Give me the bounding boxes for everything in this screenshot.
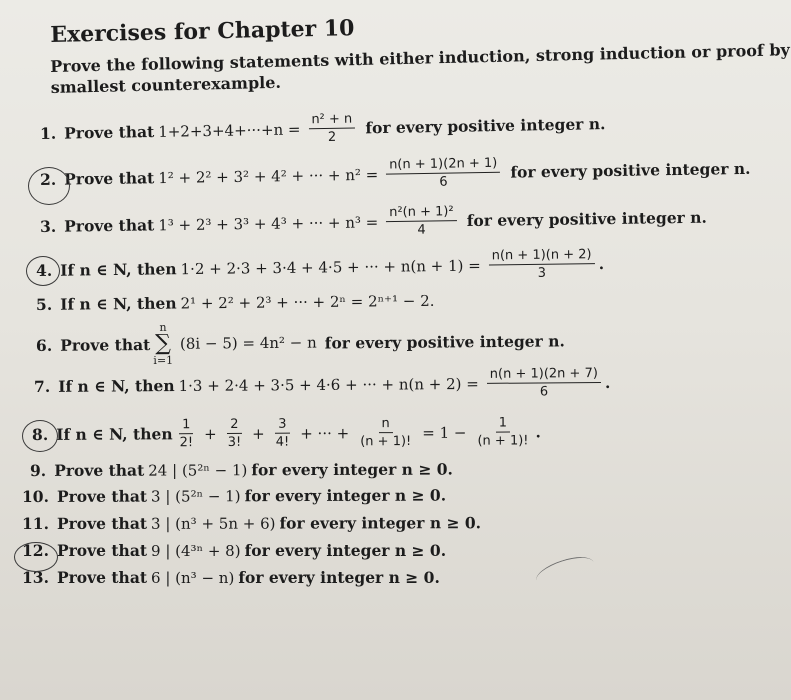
exercise-2 [40,152,751,196]
denominator: 2 [327,129,337,145]
exercise-lead: Prove that [64,215,155,236]
equation-lhs: 3 | (n³ + 5n + 6) [151,514,276,533]
summation [153,321,173,367]
exercise-number: 5. [35,294,53,314]
fraction [308,111,355,145]
exercise-lead: Prove that [64,122,155,143]
pen-circle-exercise-8 [22,420,58,452]
exercise-tail: for every positive integer n. [466,207,707,231]
exercise-number: 9. [29,460,47,480]
exercise-number: 3. [39,216,57,236]
equation-lhs: 2¹ + 2² + 2³ + ··· + 2ⁿ = 2ⁿ⁺¹ − 2. [180,291,435,312]
exercise-tail: . [535,422,541,442]
equation-lhs: 1³ + 2³ + 3³ + 4³ + ··· + n³ = [158,212,379,234]
exercise-4 [36,247,604,287]
fraction-3 [273,417,293,450]
fraction [386,156,501,191]
exercise-number: 2. [39,169,57,189]
numerator: 2 [227,417,241,434]
exercise-7 [34,366,611,403]
exercise-tail: for every integer n ≥ 0. [238,568,440,587]
fraction-5 [474,415,531,448]
numerator: n²(n + 1)² [386,204,457,222]
numerator: 1 [496,415,510,432]
exercise-number: 6. [35,335,53,355]
exercise-number: 4. [35,260,53,280]
pen-circle-exercise-12 [14,542,58,572]
exercise-tail: for every integer n ≥ 0. [279,513,482,533]
denominator: 4 [417,222,426,238]
equation-lhs: (8i − 5) = 4n² − n [179,333,317,353]
fraction-2 [225,417,245,450]
exercise-lead: If n ∈ N, then [58,376,175,396]
numerator: n² + n [308,111,355,129]
exercise-11 [22,513,481,533]
exercise-number: 11. [21,513,49,533]
exercise-tail: for every positive integer n. [510,158,751,182]
instructions-line-2: smallest counterexample. [50,72,282,97]
exercise-lead: Prove that [64,168,155,189]
numerator: 3 [275,417,289,434]
exercise-lead: Prove that [54,460,145,480]
numerator: n [378,416,392,433]
equation-lhs: 1+2+3+4+···+n = [158,119,301,141]
denominator: 2! [179,435,194,451]
fraction [386,204,457,238]
exercise-number: 10. [21,486,50,506]
equation-lhs: 1·2 + 2·3 + 3·4 + 4·5 + ··· + n(n + 1) = [180,256,481,278]
exercise-number: 1. [39,123,57,143]
equation-lhs: 6 | (n³ − n) [151,568,235,587]
denominator: 6 [539,384,549,400]
exercise-tail: for every integer n ≥ 0. [244,541,447,560]
exercise-9 [30,460,453,480]
exercise-lead: Prove that [56,513,148,533]
fraction [489,247,595,281]
numerator: n(n + 1)(2n + 7) [487,366,601,384]
exercise-tail: for every integer n ≥ 0. [251,459,453,480]
exercise-6 [36,317,565,368]
exercise-number: 8. [31,424,49,444]
denominator: 6 [439,174,448,190]
instructions [50,40,791,98]
chapter-heading: Exercises for Chapter 10 [50,15,355,48]
plus-sign: + [204,424,217,443]
fraction-1 [176,417,196,450]
denominator: (n + 1)! [477,433,529,449]
pen-stroke-mark [533,551,597,591]
fraction-4 [357,416,414,449]
exercise-number: 7. [33,376,51,396]
equation-lhs: 1² + 2² + 3² + 4² + ··· + n² = [158,165,379,187]
exercise-lead: Prove that [56,486,148,506]
denominator: 4! [275,434,290,450]
exercise-lead: If n ∈ N, then [60,293,177,314]
exercise-lead: If n ∈ N, then [56,424,173,444]
exercise-5 [36,291,439,314]
exercise-number: 13. [22,568,49,587]
exercise-8 [32,415,541,451]
numerator: n(n + 1)(2n + 1) [386,156,500,175]
exercise-12 [22,541,446,560]
exercise-10 [22,486,446,506]
sum-upper-limit: n [159,320,167,334]
numerator: 1 [179,417,193,434]
exercise-1 [40,107,606,150]
exercise-3 [40,201,707,243]
exercise-lead: Prove that [56,541,148,560]
denominator: (n + 1)! [360,434,412,450]
equals-one-minus: = 1 − [422,423,467,442]
exercise-lead: Prove that [56,568,148,587]
pen-circle-exercise-2 [28,167,70,205]
denominator: 3! [227,434,242,450]
exercise-tail: for every integer n ≥ 0. [244,485,447,506]
equation-lhs: 1·3 + 2·4 + 3·5 + 4·6 + ··· + n(n + 2) = [178,374,479,395]
exercise-13 [22,568,440,587]
exercise-tail: . [598,254,605,274]
equation-lhs: 9 | (4³ⁿ + 8) [151,541,241,560]
equation-lhs: 3 | (5²ⁿ − 1) [150,486,241,506]
plus-sign: + [252,424,265,443]
exercise-lead: If n ∈ N, then [60,259,177,280]
sigma-symbol: ∑ [155,330,172,356]
pen-circle-exercise-4 [26,256,60,286]
equation-lhs: 24 | (5²ⁿ − 1) [148,460,248,480]
denominator: 3 [537,265,547,281]
fraction [487,366,601,400]
numerator: n(n + 1)(n + 2) [489,247,595,265]
exercise-lead: Prove that [60,334,151,355]
instructions-line-1: Prove the following statements with either induction, strong induction or proof by [50,40,791,76]
exercise-tail: for every positive integer n. [324,330,565,352]
ellipsis-terms: + ··· + [300,423,350,443]
exercise-tail: . [604,372,611,393]
exercise-number: 12. [22,541,49,560]
exercise-tail: for every positive integer n. [365,114,606,138]
sum-lower-limit: i=1 [153,353,174,367]
